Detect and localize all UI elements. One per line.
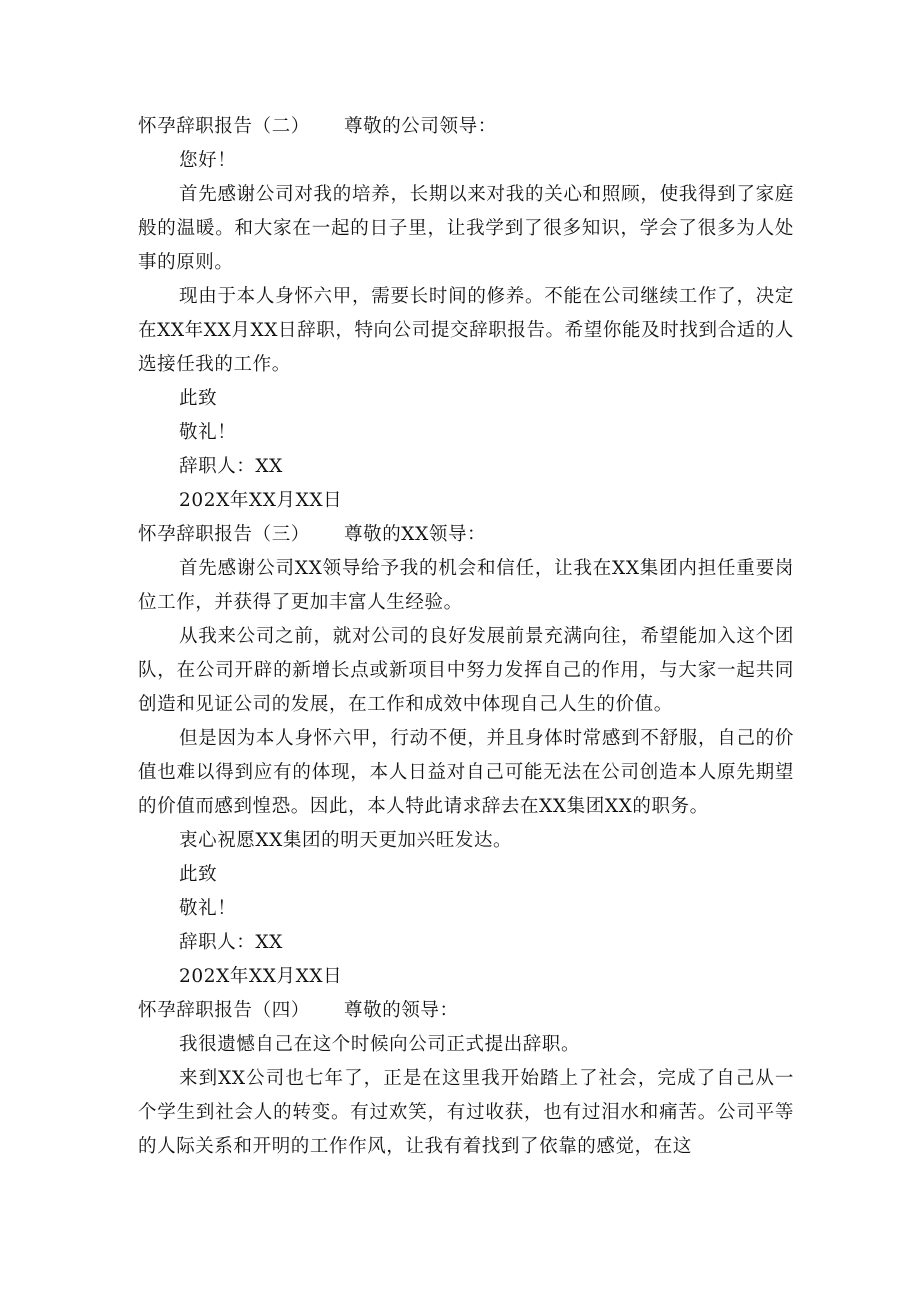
paragraph: 衷心祝愿XX集团的明天更加兴旺发达。	[179, 830, 513, 851]
greeting: 您好！	[179, 150, 237, 171]
paragraph: 从我来公司之前，就对公司的良好发展前景充满向往，希望能加入这个团队，在公司开辟的新增长点或新项目中努力发挥自己的作用，与大家一起共同创造和见证公司的发展，在工作和成效中体现自己人生的价值。	[138, 626, 794, 715]
signer: 辞职人：XX	[179, 456, 283, 477]
signer: 辞职人：XX	[179, 932, 283, 953]
salutation: 尊敬的领导：	[344, 1000, 459, 1021]
paragraph: 首先感谢公司对我的培养，长期以来对我的关心和照顾，使我得到了家庭般的温暖。和大家在一起的日子里，让我学到了很多知识，学会了很多为人处事的原则。	[138, 184, 794, 273]
paragraph: 现由于本人身怀六甲，需要长时间的修养。不能在公司继续工作了，决定在XX年XX月XX日辞职，特向公司提交辞职报告。希望你能及时找到合适的人选接任我的工作。	[138, 286, 794, 375]
date: 202X年XX月XX日	[179, 490, 343, 511]
paragraph: 来到XX公司也七年了，正是在这里我开始踏上了社会，完成了自己从一个学生到社会人的转变。有过欢笑，有过收获，也有过泪水和痛苦。公司平等的人际关系和开明的工作作风，让我有着找到了依靠的感觉，在这	[138, 1068, 794, 1157]
closing-line: 此致	[179, 864, 218, 885]
section-title: 怀孕辞职报告（四）	[138, 1000, 310, 1021]
paragraph: 我很遗憾自己在这个时候向公司正式提出辞职。	[179, 1034, 581, 1055]
section-title: 怀孕辞职报告（二）	[138, 116, 310, 137]
closing-line: 此致	[179, 388, 218, 409]
section-heading	[138, 110, 794, 144]
section-heading	[138, 994, 794, 1028]
salutation: 尊敬的XX领导：	[344, 524, 487, 545]
paragraph: 但是因为本人身怀六甲，行动不便，并且身体时常感到不舒服，自己的价值也难以得到应有的体现，本人日益对自己可能无法在公司创造本人原先期望的价值而感到惶恐。因此，本人特此请求辞去在XX集团XX的职务。	[138, 728, 794, 817]
date: 202X年XX月XX日	[179, 966, 343, 987]
salutation: 尊敬的公司领导：	[344, 116, 497, 137]
closing-salute: 敬礼！	[179, 422, 237, 443]
closing-salute: 敬礼！	[179, 898, 237, 919]
section-heading	[138, 518, 794, 552]
section-title: 怀孕辞职报告（三）	[138, 524, 310, 545]
document-page	[138, 110, 794, 1164]
paragraph: 首先感谢公司XX领导给予我的机会和信任，让我在XX集团内担任重要岗位工作，并获得了更加丰富人生经验。	[138, 558, 794, 613]
